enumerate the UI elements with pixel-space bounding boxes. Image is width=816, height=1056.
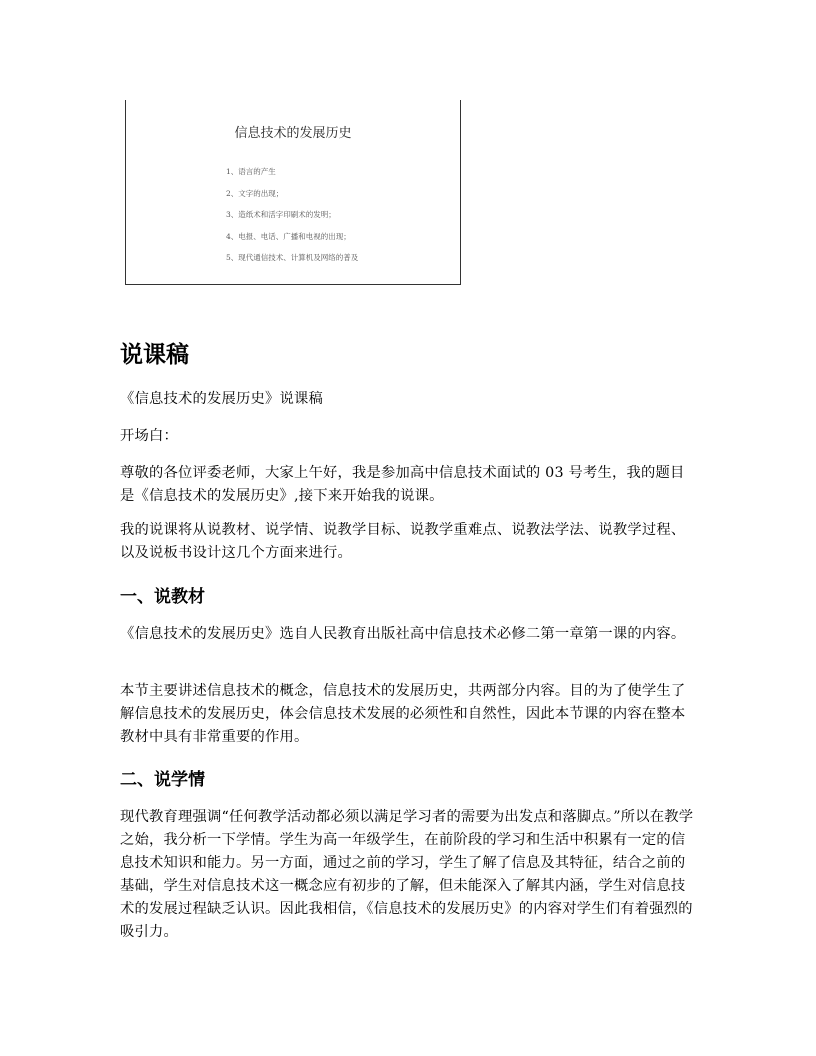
section1-paragraph-2: 本节主要讲述信息技术的概念，信息技术的发展历史，共两部分内容。目的为了使学生了解信息技术的发展历史，体会信息技术发展的必须性和自然性，因此本节课的内容在整本教材中具有非常重要的作用。	[120, 683, 686, 745]
document-title: 说课稿	[120, 342, 189, 368]
slide-title: 信息技术的发展历史	[234, 126, 352, 141]
opening-paragraph: 尊敬的各位评委老师，大家上午好，我是参加高中信息技术面试的 03 号考生，我的题目是《信息技术的发展历史》,接下来开始我的说课。	[120, 465, 685, 504]
section1-heading: 一、说教材	[120, 587, 205, 607]
slide-list	[226, 166, 358, 274]
slide-list-item: 1、语言的产生	[226, 167, 276, 176]
document-subtitle: 《信息技术的发展历史》说课稿	[120, 391, 323, 407]
slide-list-item: 2、文字的出现；	[226, 188, 284, 198]
section2-paragraph-1: 现代教育理强调“任何教学活动都必须以满足学习者的需要为出发点和落脚点。”所以在教学之始，我分析一下学情。学生为高一年级学生，在前阶段的学习和生活中积累有一定的信息技术知识和能力。另一方面，通过之前的学习，学生了解了信息及其特征，结合之前的基础，学生对信息技术这一概念应有初步的了解，但未能深入了解其内涵，学生对信息技术的发展过程缺乏认识。因此我相信，《信息技术的发展历史》的内容对学生们有着强烈的吸引力。	[120, 809, 694, 940]
overview-paragraph: 我的说课将从说教材、说学情、说教学目标、说教学重难点、说教法学法、说教学过程、以及说板书设计这几个方面来进行。	[120, 522, 686, 561]
section2-heading: 二、说学情	[120, 770, 205, 790]
slide-list-item: 3、造纸术和活字印刷术的发明；	[226, 210, 336, 219]
opening-label: 开场白：	[120, 428, 178, 444]
section1-paragraph-1: 《信息技术的发展历史》选自人民教育出版社高中信息技术必修二第一章第一课的内容。	[120, 626, 686, 642]
slide-list-item: 4、电报、电话、广播和电视的出现；	[226, 231, 351, 241]
slide-list-item: 5、现代通信技术、计算机及网络的普及	[226, 253, 359, 262]
slide-image	[125, 100, 461, 285]
